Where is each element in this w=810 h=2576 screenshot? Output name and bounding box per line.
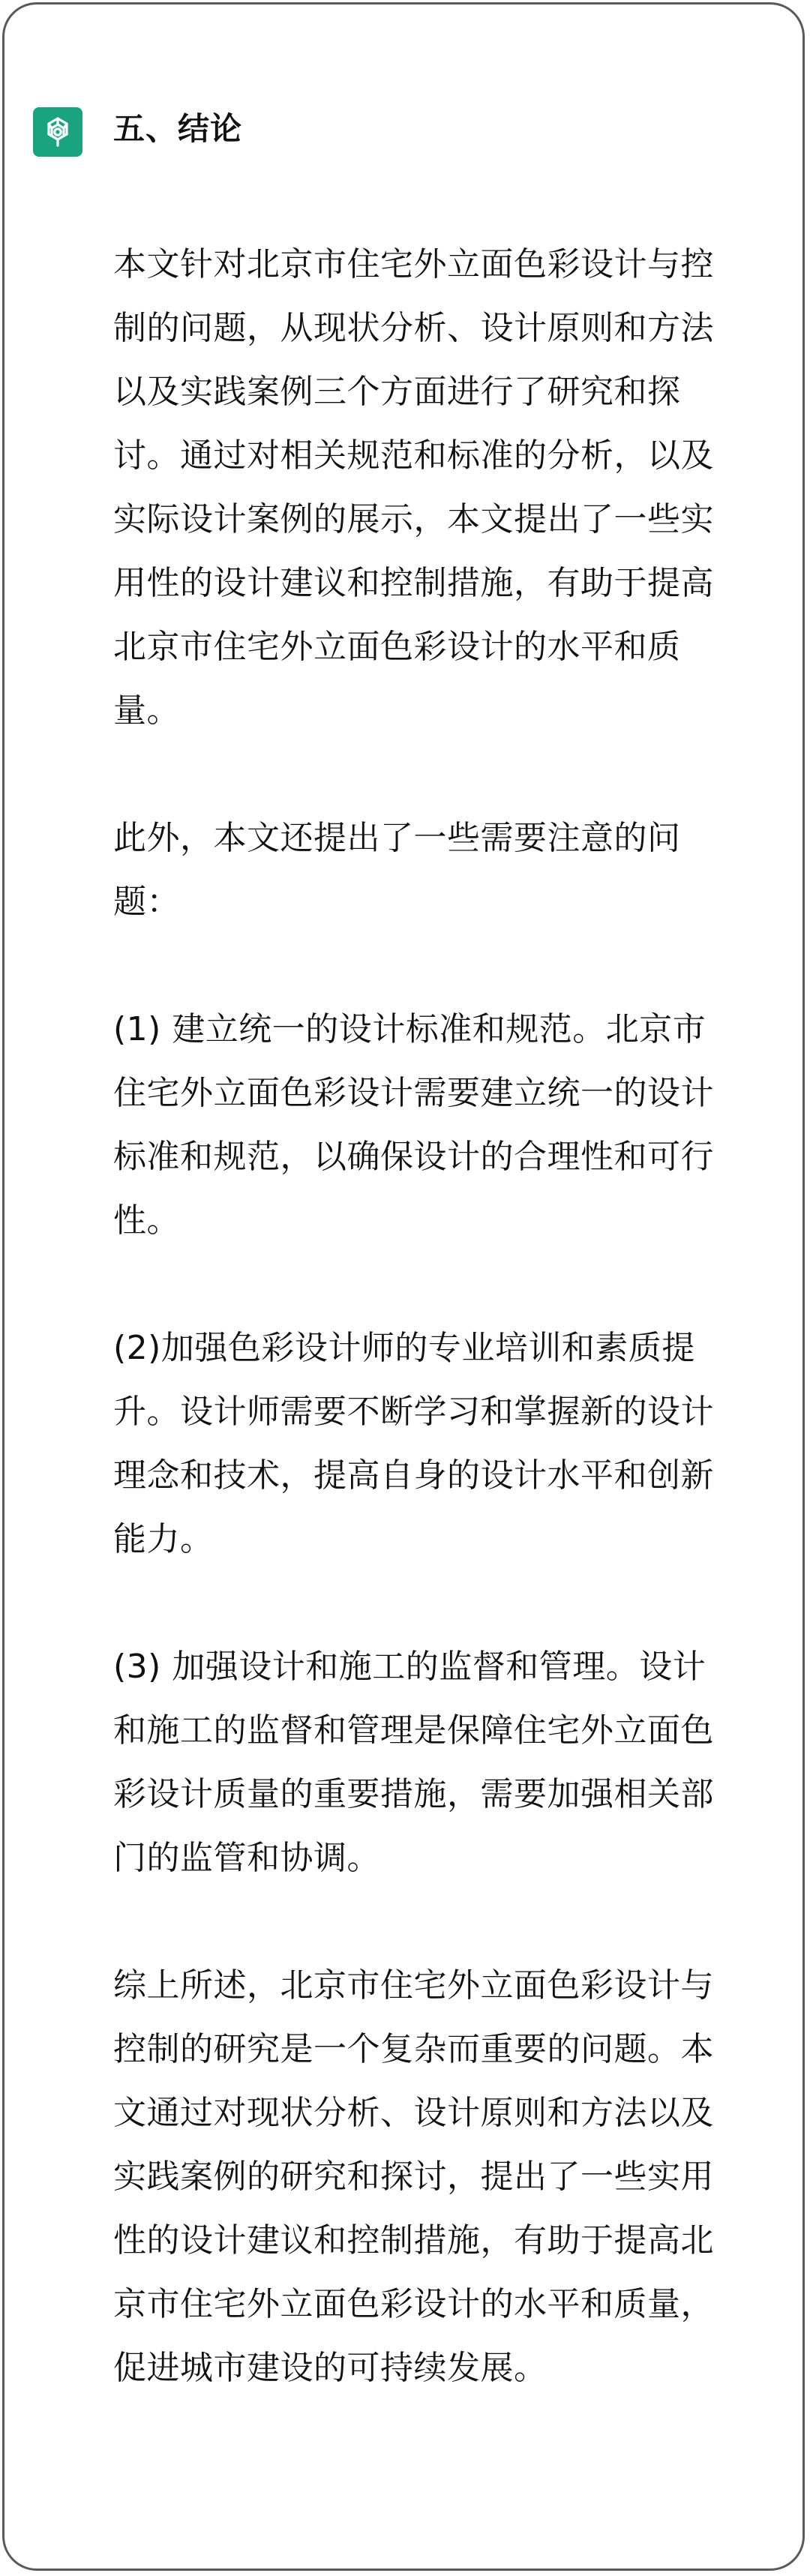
paragraph-1: 本文针对北京市住宅外立面色彩设计与控制的问题，从现状分析、设计原则和方法以及实践案例三个方面进行了研究和探讨。通过对相关规范和标准的分析，以及实际设计案例的展示，本文提出了一些实用性的设计建议和控制措施，有助于提高北京市住宅外立面色彩设计的水平和质量。 [113, 245, 714, 730]
openai-logo-icon-svg [40, 114, 76, 150]
paragraph-6: 综上所述，北京市住宅外立面色彩设计与控制的研究是一个复杂而重要的问题。本文通过对现状分析、设计原则和方法以及实践案例的研究和探讨，提出了一些实用性的设计建议和控制措施，有助于提高北京市住宅外立面色彩设计的水平和质量，促进城市建设的可持续发展。 [113, 1966, 714, 2387]
paragraph-4: (2)加强色彩设计师的专业培训和素质提升。设计师需要不断学习和掌握新的设计理念和技术，提高自身的设计水平和创新能力。 [113, 1329, 714, 1558]
paragraph-2: 此外，本文还提出了一些需要注意的问题： [113, 819, 681, 921]
openai-logo-icon [33, 107, 82, 157]
section-title: 五、结论 [113, 110, 243, 147]
message-content [113, 232, 724, 2400]
paragraph-3: (1) 建立统一的设计标准和规范。北京市住宅外立面色彩设计需要建立统一的设计标准和规范，以确保设计的合理性和可行性。 [113, 1010, 714, 1240]
chat-message-card [2, 2, 805, 2571]
paragraph-5: (3) 加强设计和施工的监督和管理。设计和施工的监督和管理是保障住宅外立面色彩设计质量的重要措施，需要加强相关部门的监管和协调。 [113, 1648, 714, 1877]
